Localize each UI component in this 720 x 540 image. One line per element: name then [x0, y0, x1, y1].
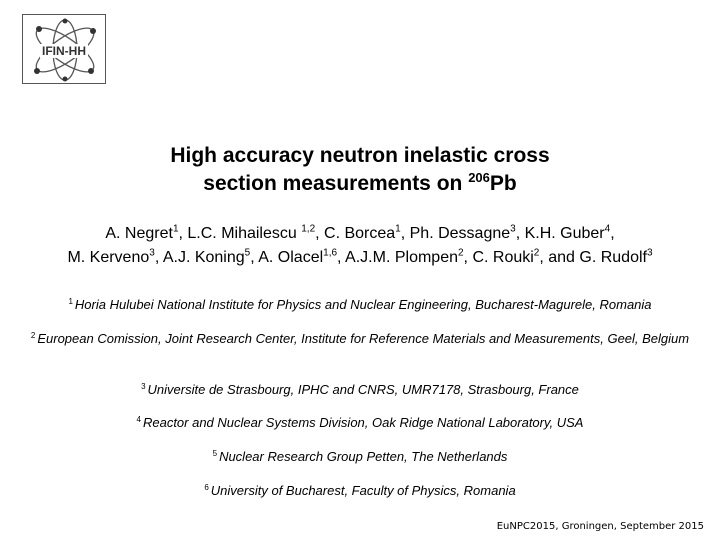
affiliation-6: $^6$ University of Bucharest, Faculty of Physics, Romania: [204, 482, 516, 498]
affiliation-3: $^3$ Universite de Strasbourg, IPHC and CNRS, UMR7178, Strasbourg, France: [141, 381, 579, 397]
affiliation-2: $^2$ European Comission, Joint Research Center, Institute for Reference Materials and Measurements, Geel, Belgium: [30, 330, 690, 346]
author-line-2: M. Kerveno$^3$, A.J. Koning$^5$, A. Olacel$^{1,6}$, A.J.M. Plompen$^2$, C. Rouki$^2$, and G. Rudolf$^3$: [67, 247, 653, 266]
title-line-2: section measurements on $^{206}$Pb: [203, 170, 517, 195]
isotope-mass: 206: [468, 170, 490, 185]
author-list: [0, 222, 720, 270]
affiliation-5: $^5$ Nuclear Research Group Petten, The Netherlands: [212, 448, 508, 464]
logo-text: IFIN-HH: [42, 44, 86, 58]
author-line-1: A. Negret$^1$, L.C. Mihailescu $^{1,2}$, C. Borcea$^1$, Ph. Dessagne$^3$, K.H. Guber$^4$,: [105, 223, 615, 242]
conference-footer: EuNPC2015, Groningen, September 2015: [496, 521, 704, 532]
affiliation-1: $^1$ Horia Hulubei National Institute for Physics and Nuclear Engineering, Bucharest-Magurele, Romania: [68, 296, 652, 312]
element-symbol: Pb: [489, 172, 517, 195]
paper-title: [0, 142, 720, 198]
title-line-1: High accuracy neutron inelastic cross: [170, 144, 550, 167]
affiliation-4: $^4$ Reactor and Nuclear Systems Division, Oak Ridge National Laboratory, USA: [136, 414, 584, 430]
institute-logo: [22, 14, 106, 84]
